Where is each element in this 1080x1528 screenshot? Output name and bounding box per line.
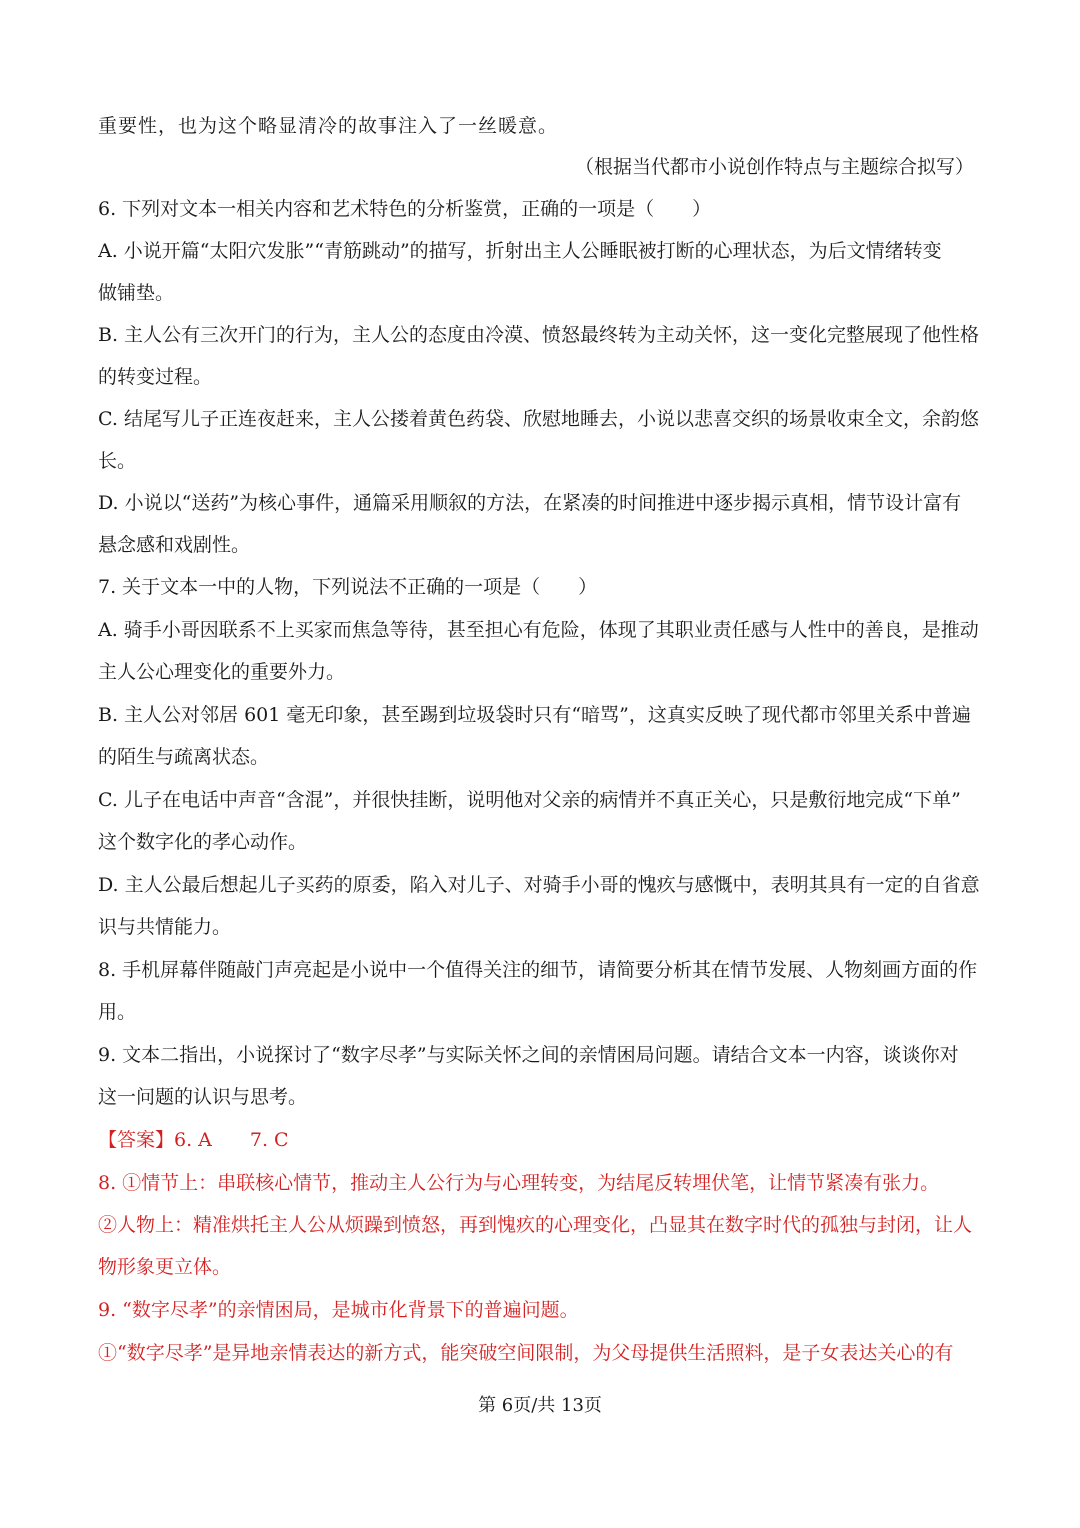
text-line: A. 小说开篇“太阳穴发胀”“青筋跳动”的描写，折射出主人公睡眠被打断的心理状态，为后文情绪转变 — [98, 240, 942, 262]
text-line: 这个数字化的孝心动作。 — [98, 831, 308, 853]
answer-line: 9. “数字尽孝”的亲情困局，是城市化背景下的普遍问题。 — [98, 1299, 579, 1321]
text-line: 9. 文本二指出，小说探讨了“数字尽孝”与实际关怀之间的亲情困局问题。请结合文本一内容，谈谈你对 — [98, 1044, 959, 1066]
text-line: B. 主人公对邻居 601 毫无印象，甚至踢到垃圾袋时只有“暗骂”，这真实反映了现代都市邻里关系中普遍 — [98, 704, 971, 726]
text-line: A. 骑手小哥因联系不上买家而焦急等待，甚至担心有危险，体现了其职业责任感与人性中的善良，是推动 — [98, 619, 979, 641]
text-line: B. 主人公有三次开门的行为，主人公的态度由冷漠、愤怒最终转为主动关怀，这一变化完整展现了他性格 — [98, 324, 980, 346]
text-line: 悬念感和戏剧性。 — [98, 534, 251, 556]
text-line: 8. 手机屏幕伴随敲门声亮起是小说中一个值得关注的细节，请简要分析其在情节发展、人物刻画方面的作 — [98, 959, 978, 981]
answer-line: 【答案】6. A 7. C — [98, 1129, 289, 1151]
text-line: 这一问题的认识与思考。 — [98, 1086, 308, 1108]
source-note: （根据当代都市小说创作特点与主题综合拟写） — [574, 156, 974, 178]
text-line: 重要性，也为这个略显清冷的故事注入了一丝暖意。 — [98, 115, 559, 137]
text-line: 长。 — [98, 450, 137, 472]
text-line: 7. 关于文本一中的人物，下列说法不正确的一项是（ ） — [98, 576, 598, 598]
text-line: 的转变过程。 — [98, 366, 213, 388]
text-line: 用。 — [98, 1001, 137, 1023]
text-line: D. 小说以“送药”为核心事件，通篇采用顺叙的方法，在紧凑的时间推进中逐步揭示真相，情节设计富有 — [98, 492, 962, 514]
text-line: 的陌生与疏离状态。 — [98, 746, 270, 768]
text-line: 6. 下列对文本一相关内容和艺术特色的分析鉴赏，正确的一项是（ ） — [98, 198, 712, 220]
text-line: C. 结尾写儿子正连夜赶来，主人公搂着黄色药袋、欣慰地睡去，小说以悲喜交织的场景收束全文，余韵悠 — [98, 408, 979, 430]
answer-line: 8. ①情节上：串联核心情节，推动主人公行为与心理转变，为结尾反转埋伏笔，让情节紧凑有张力。 — [98, 1172, 940, 1194]
text-line: C. 儿子在电话中声音“含混”，并很快挂断，说明他对父亲的病情并不真正关心，只是敷衍地完成“下单” — [98, 789, 961, 811]
text-line: D. 主人公最后想起儿子买药的原委，陷入对儿子、对骑手小哥的愧疚与感慨中，表明其具有一定的自省意 — [98, 874, 980, 896]
answer-line: 物形象更立体。 — [98, 1256, 232, 1278]
answer-line: ②人物上：精准烘托主人公从烦躁到愤怒，再到愧疚的心理变化，凸显其在数字时代的孤独与封闭，让人 — [98, 1214, 973, 1236]
text-line: 做铺垫。 — [98, 282, 175, 304]
page-footer: 第 6页/共 13页 — [478, 1395, 602, 1416]
text-line: 识与共情能力。 — [98, 916, 232, 938]
text-line: 主人公心理变化的重要外力。 — [98, 661, 346, 683]
answer-line: ①“数字尽孝”是异地亲情表达的新方式，能突破空间限制，为父母提供生活照料，是子女表达关心的有 — [98, 1342, 954, 1364]
